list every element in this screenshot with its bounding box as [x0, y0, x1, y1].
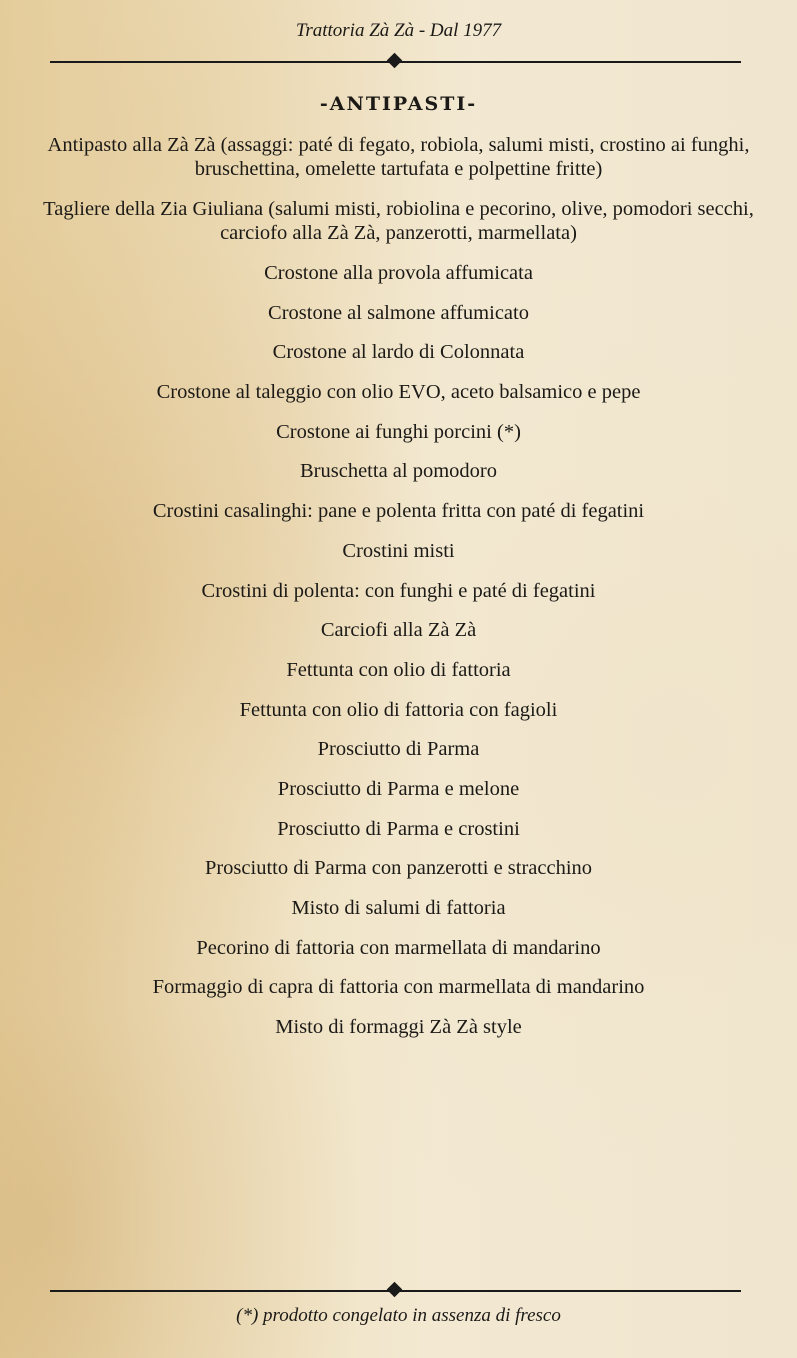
menu-item: Fettunta con olio di fattoria [286, 658, 511, 681]
top-divider [50, 61, 741, 63]
menu-item: Crostone ai funghi porcini (*) [276, 420, 521, 443]
menu-item: Crostone al salmone affumicato [268, 301, 529, 324]
restaurant-header-title: Trattoria Zà Zà - Dal 1977 [295, 20, 502, 41]
menu-item: Prosciutto di Parma e crostini [277, 817, 520, 840]
menu-item: Crostini casalinghi: pane e polenta fritta con paté di fegatini [152, 500, 645, 523]
menu-item: Formaggio di capra di fattoria con marmellata di mandarino [152, 976, 645, 999]
menu-item: Crostone al taleggio con olio EVO, aceto balsamico e pepe [156, 381, 641, 404]
menu-item: Fettunta con olio di fattoria con fagioli [239, 698, 558, 721]
bottom-divider [50, 1290, 741, 1292]
menu-item: Crostini misti [342, 539, 455, 562]
menu-item: Bruschetta al pomodoro [300, 460, 497, 483]
menu-item: Prosciutto di Parma [317, 738, 480, 761]
menu-item: Tagliere della Zia Giuliana (salumi misti, robiolina e pecorino, olive, pomodori secchi, carciofo alla Zà Zà, panzerotti, marmellata) [43, 198, 754, 244]
menu-item: Crostone al lardo di Colonnata [272, 341, 525, 364]
frozen-product-footnote: (*) prodotto congelato in assenza di fresco [236, 1305, 561, 1326]
menu-item: Pecorino di fattoria con marmellata di mandarino [196, 936, 601, 959]
menu-item: Crostone alla provola affumicata [264, 262, 533, 284]
menu-item: Carciofi alla Zà Zà [320, 619, 477, 642]
divider-diamond-ornament [387, 53, 403, 69]
menu-item: Prosciutto di Parma con panzerotti e stracchino [204, 857, 593, 880]
menu-item: Crostini di polenta: con funghi e paté di fegatini [201, 579, 596, 602]
antipasti-menu-list [40, 133, 757, 1055]
menu-item: Misto di salumi di fattoria [291, 897, 506, 919]
menu-item: Misto di formaggi Zà Zà style [275, 1016, 522, 1039]
divider-diamond-ornament [387, 1282, 403, 1298]
menu-item: Prosciutto di Parma e melone [277, 777, 520, 800]
menu-item: Antipasto alla Zà Zà (assaggi: paté di fegato, robiola, salumi misti, crostino ai funghi, bruschettina, omelette tartufata e polpettine fritte) [47, 134, 750, 180]
section-title-antipasti: -ANTIPASTI- [319, 93, 478, 115]
